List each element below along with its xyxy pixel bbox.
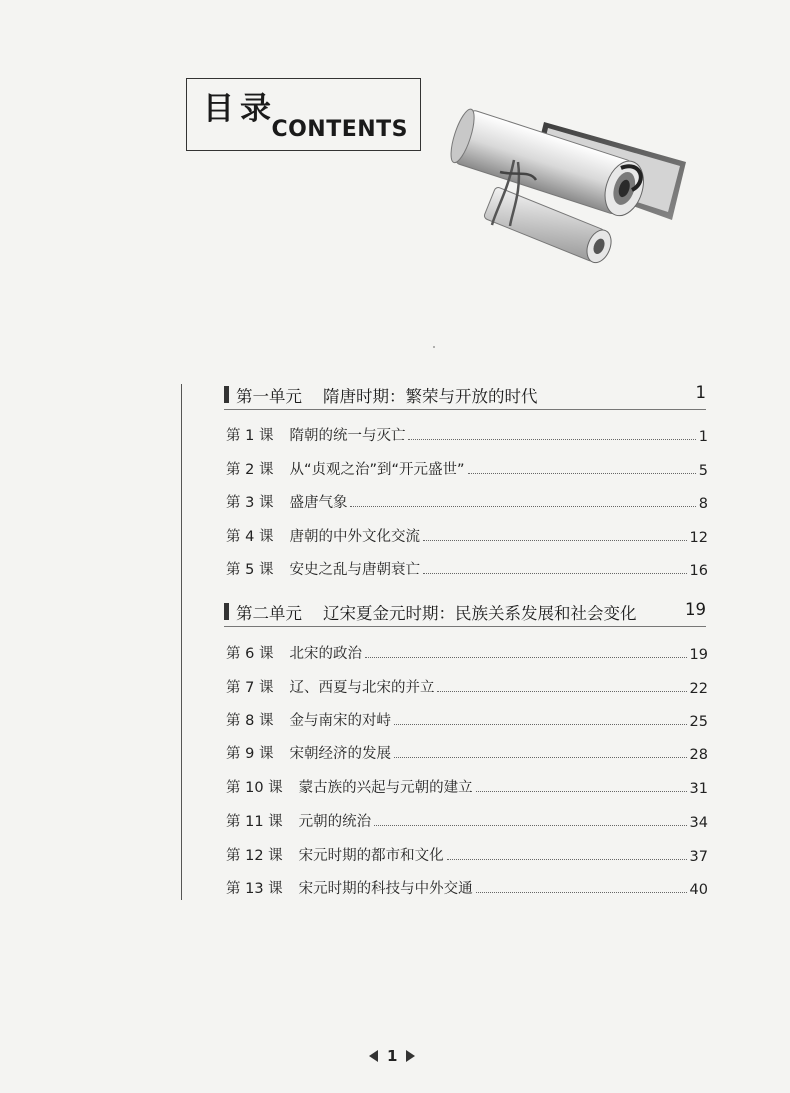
lesson-number: 第 4 课 <box>226 529 274 545</box>
lesson-title: 辽、西夏与北宋的并立 <box>289 680 435 696</box>
lesson-number: 第 13 课 <box>226 881 283 897</box>
dot-leader <box>476 790 687 792</box>
unit-title: 隋唐时期：繁荣与开放的时代 <box>323 387 538 406</box>
lesson-page-number: 8 <box>698 496 708 512</box>
lesson-page-number: 22 <box>689 681 708 697</box>
lesson-row[interactable] <box>226 708 708 730</box>
lesson-title: 元朝的统治 <box>298 814 372 830</box>
lesson-number: 第 6 课 <box>226 646 274 662</box>
lesson-number: 第 8 课 <box>226 713 274 729</box>
lesson-number: 第 7 课 <box>226 680 274 696</box>
lesson-page-number: 25 <box>689 714 708 730</box>
lesson-page-number: 37 <box>689 849 708 865</box>
lesson-page-number: 1 <box>698 429 708 445</box>
lesson-row[interactable] <box>226 809 708 831</box>
dot-leader <box>423 539 687 541</box>
lesson-row[interactable] <box>226 490 708 512</box>
dot-leader <box>394 756 687 758</box>
dot-leader <box>365 656 687 658</box>
lesson-number: 第 3 课 <box>226 495 274 511</box>
lesson-row[interactable] <box>226 876 708 898</box>
lesson-row[interactable] <box>226 524 708 546</box>
title-english: CONTENTS <box>271 117 408 142</box>
lesson-title: 金与南宋的对峙 <box>289 713 391 729</box>
unit-heading-1[interactable] <box>224 383 706 410</box>
dot-leader <box>447 858 687 860</box>
lesson-row[interactable] <box>226 843 708 865</box>
lesson-number: 第 11 课 <box>226 814 283 830</box>
lesson-row[interactable] <box>226 457 708 479</box>
lesson-row[interactable] <box>226 675 708 697</box>
lesson-title: 宋朝经济的发展 <box>289 746 391 762</box>
page-number: 1 <box>387 1047 398 1065</box>
lesson-page-number: 12 <box>689 530 708 546</box>
lesson-title: 盛唐气象 <box>289 495 348 511</box>
unit-marker <box>224 386 229 403</box>
scroll-icon <box>436 100 701 280</box>
arrow-right-icon[interactable] <box>406 1050 415 1062</box>
unit-title: 辽宋夏金元时期：民族关系发展和社会变化 <box>323 604 637 623</box>
dot-leader <box>394 723 687 725</box>
dot-leader <box>476 891 687 893</box>
lesson-number: 第 5 课 <box>226 562 274 578</box>
lesson-number: 第 2 课 <box>226 462 274 478</box>
unit-label: 第二单元 <box>236 604 302 623</box>
contents-title-box <box>186 78 421 151</box>
lesson-page-number: 34 <box>689 815 708 831</box>
lesson-row[interactable] <box>226 641 708 663</box>
dot-leader <box>408 438 695 440</box>
lesson-number: 第 12 课 <box>226 848 283 864</box>
unit-page-number: 19 <box>685 600 706 619</box>
dot-leader <box>437 690 686 692</box>
lesson-number: 第 1 课 <box>226 428 274 444</box>
lesson-row[interactable] <box>226 775 708 797</box>
arrow-left-icon[interactable] <box>369 1050 378 1062</box>
title-chinese: 目录 <box>203 91 277 127</box>
stray-mark <box>433 346 435 348</box>
lesson-number: 第 10 课 <box>226 780 283 796</box>
lesson-title: 宋元时期的科技与中外交通 <box>298 881 473 897</box>
page-navigator <box>369 1046 415 1066</box>
dot-leader <box>468 472 696 474</box>
unit-page-number: 1 <box>695 383 706 402</box>
lesson-title: 隋朝的统一与灭亡 <box>289 428 406 444</box>
lesson-page-number: 16 <box>689 563 708 579</box>
dot-leader <box>350 505 695 507</box>
dot-leader <box>423 572 687 574</box>
vertical-divider <box>181 384 182 900</box>
unit-marker <box>224 603 229 620</box>
lesson-page-number: 28 <box>689 747 708 763</box>
lesson-page-number: 19 <box>689 647 708 663</box>
unit-heading-2[interactable] <box>224 600 706 627</box>
lesson-title: 北宋的政治 <box>289 646 362 662</box>
dot-leader <box>374 824 686 826</box>
lesson-row[interactable] <box>226 741 708 763</box>
lesson-row[interactable] <box>226 423 708 445</box>
lesson-title: 蒙古族的兴起与元朝的建立 <box>298 780 473 796</box>
lesson-number: 第 9 课 <box>226 746 274 762</box>
lesson-row[interactable] <box>226 557 708 579</box>
lesson-title: 安史之乱与唐朝衰亡 <box>289 562 420 578</box>
lesson-title: 从“贞观之治”到“开元盛世” <box>289 462 465 478</box>
lesson-page-number: 5 <box>698 463 708 479</box>
lesson-title: 唐朝的中外文化交流 <box>289 529 420 545</box>
lesson-page-number: 40 <box>689 882 708 898</box>
lesson-page-number: 31 <box>689 781 708 797</box>
lesson-title: 宋元时期的都市和文化 <box>298 848 444 864</box>
unit-label: 第一单元 <box>236 387 302 406</box>
